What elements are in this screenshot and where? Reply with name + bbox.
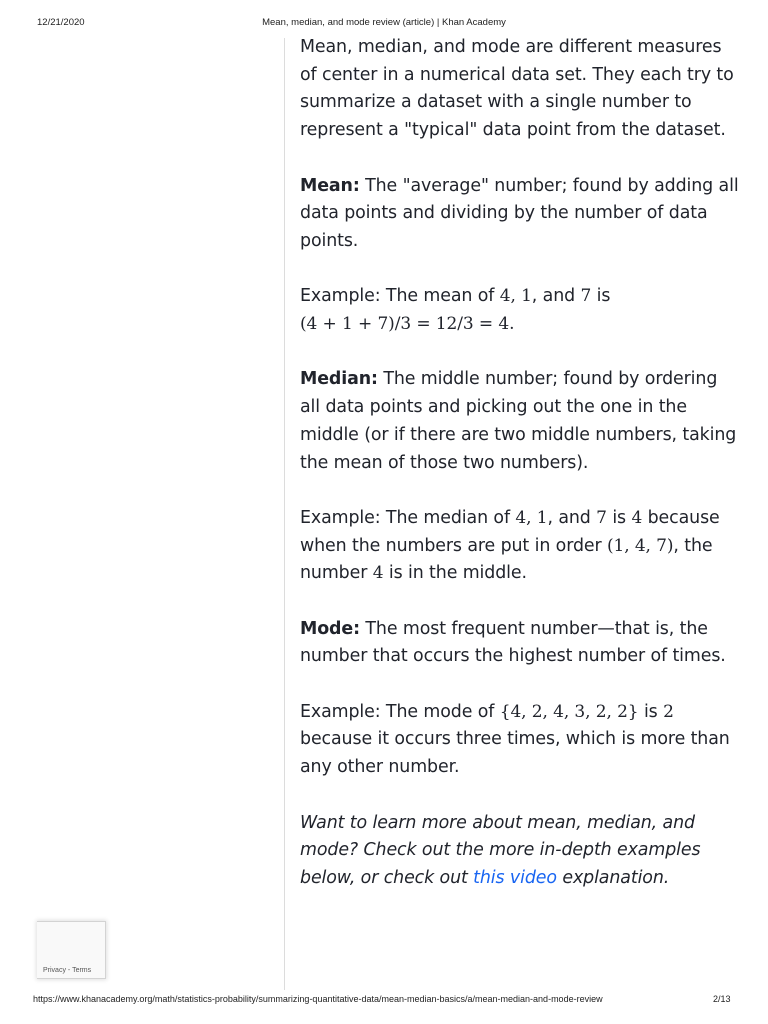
mean-example bbox=[300, 283, 740, 338]
print-header bbox=[0, 17, 768, 31]
math-value: 4 bbox=[499, 286, 511, 307]
mode-data-set: {4, 2, 4, 3, 2, 2} bbox=[499, 701, 639, 722]
mode-example bbox=[300, 699, 740, 782]
mean-example-is: is bbox=[591, 286, 611, 307]
median-definition-text: The middle number; found by ordering all data points and picking out the one in the middle (or if there are two middle numbers, taking the mean of those two numbers). bbox=[300, 369, 737, 473]
privacy-link[interactable]: Privacy bbox=[43, 967, 66, 974]
mean-example-and: , and bbox=[531, 286, 581, 307]
recaptcha-badge[interactable] bbox=[37, 921, 106, 979]
math-value: 1 bbox=[521, 286, 532, 307]
math-value: 1 bbox=[536, 507, 548, 528]
mean-definition bbox=[300, 173, 740, 256]
outro-after: explanation. bbox=[556, 867, 670, 888]
median-term: Median: bbox=[300, 369, 378, 390]
median-definition bbox=[300, 366, 740, 477]
mode-example-prefix: Example: The mode of bbox=[300, 701, 500, 722]
print-title: Mean, median, and mode review (article) | Khan Academy bbox=[262, 17, 506, 28]
print-url: https://www.khanacademy.org/math/statistics-probability/summarizing-quantitative-data/mean-median-basics/a/mean-median-and-mode-review bbox=[33, 994, 603, 1004]
mode-example-is: is bbox=[638, 701, 664, 722]
math-value: 7 bbox=[596, 507, 607, 528]
column-divider bbox=[284, 38, 285, 990]
link-separator: - bbox=[65, 967, 73, 974]
video-link[interactable]: this video bbox=[473, 867, 557, 888]
median-ordered-set: (1, 4, 7) bbox=[606, 535, 674, 556]
outro-paragraph bbox=[300, 810, 740, 893]
page-number: 2/13 bbox=[713, 994, 731, 1004]
median-example-prefix: Example: The median of bbox=[300, 507, 516, 528]
print-footer bbox=[0, 994, 768, 1008]
math-comma: , bbox=[526, 507, 537, 528]
median-example bbox=[300, 505, 740, 588]
median-example-and: , and bbox=[547, 507, 597, 528]
recaptcha-links bbox=[43, 967, 91, 974]
median-example-is: is bbox=[606, 507, 632, 528]
math-value: 7 bbox=[580, 286, 592, 307]
mean-equation: (4 + 1 + 7)/3 = 12/3 = 4 bbox=[300, 314, 510, 334]
mean-example-prefix: Example: The mean of bbox=[300, 286, 500, 307]
median-example-because: because when the numbers are put in order bbox=[300, 507, 720, 556]
mean-term: Mean: bbox=[300, 175, 360, 196]
math-value: 2 bbox=[663, 701, 674, 722]
math-value: 4 bbox=[515, 507, 527, 528]
math-value: 4 bbox=[372, 563, 384, 584]
mean-definition-text: The "average" number; found by adding all data points and dividing by the number of data points. bbox=[300, 175, 739, 251]
median-example-end: is in the middle. bbox=[383, 563, 527, 584]
math-comma: , bbox=[510, 286, 522, 307]
mode-term: Mode: bbox=[300, 618, 360, 639]
math-value: 4 bbox=[631, 507, 643, 528]
outro-before: Want to learn more about mean, median, and mode? Check out the more in-depth examples below, or check out bbox=[300, 812, 701, 888]
print-date: 12/21/2020 bbox=[37, 17, 85, 28]
mode-definition bbox=[300, 616, 740, 671]
median-example-the: , the number bbox=[300, 535, 713, 584]
terms-link[interactable]: Terms bbox=[72, 967, 92, 974]
mode-example-end: because it occurs three times, which is more than any other number. bbox=[300, 729, 730, 778]
mode-definition-text: The most frequent number—that is, the number that occurs the highest number of times. bbox=[300, 618, 726, 667]
article-body bbox=[300, 34, 740, 920]
outro-text bbox=[300, 813, 700, 888]
intro-paragraph: Mean, median, and mode are different measures of center in a numerical data set. They each try to summarize a dataset with a single number to represent a "typical" data point from the dataset. bbox=[300, 37, 734, 141]
mean-example-end: . bbox=[509, 314, 515, 334]
